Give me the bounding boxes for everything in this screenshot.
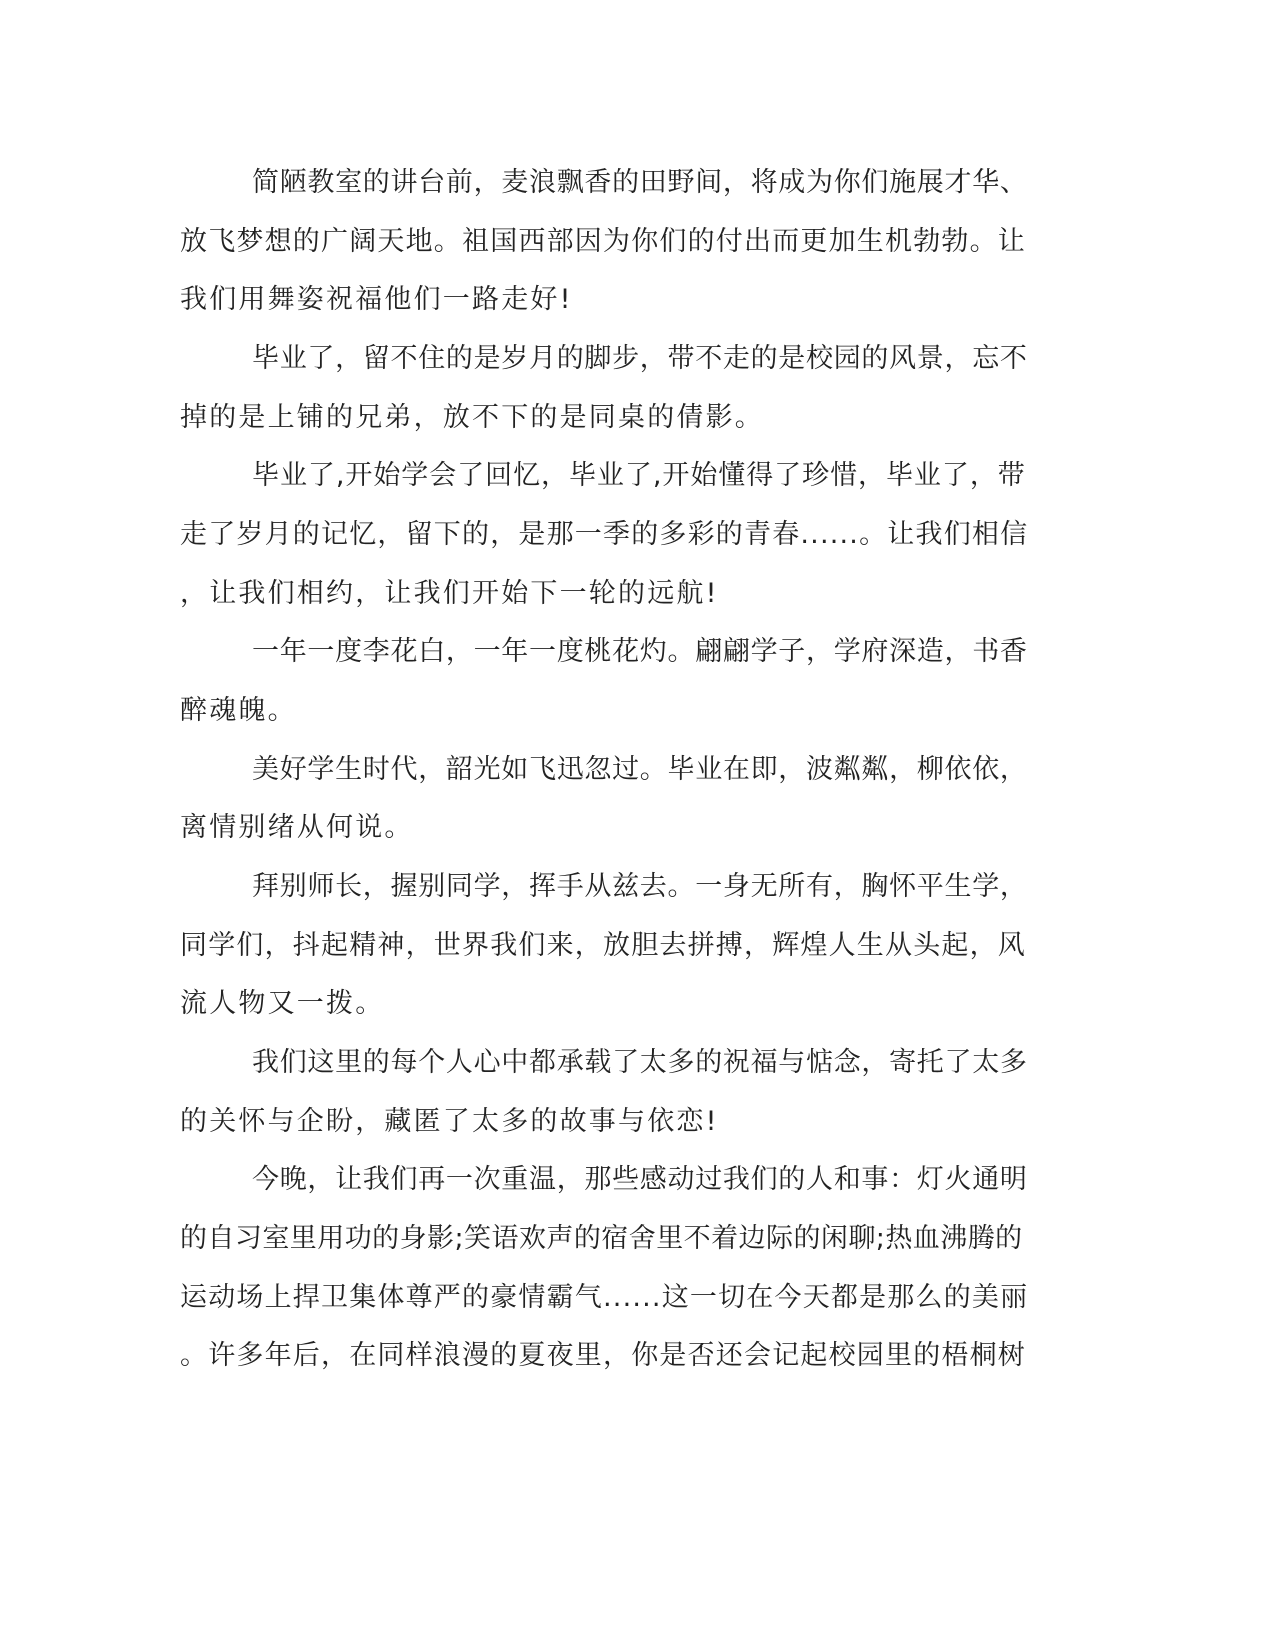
text-line: 我们用舞姿祝福他们一路走好!	[180, 284, 573, 315]
text-line: 醉魂魄。	[180, 695, 297, 726]
text-line: 拜别师长，握别同学，挥手从兹去。一身无所有，胸怀平生学，	[252, 871, 1028, 902]
text-line: 我们这里的每个人心中都承载了太多的祝福与惦念，寄托了太多	[252, 1047, 1028, 1078]
text-line: 放飞梦想的广阔天地。祖国西部因为你们的付出而更加生机勃勃。让	[180, 226, 1026, 257]
text-line: 的自习室里用功的身影;笑语欢声的宿舍里不着边际的闲聊;热血沸腾的	[180, 1223, 1023, 1254]
text-line: 毕业了,开始学会了回忆，毕业了,开始懂得了珍惜，毕业了，带	[252, 460, 1026, 491]
text-line: 一年一度李花白，一年一度桃花灼。翩翩学子，学府深造，书香	[252, 636, 1028, 667]
text-line: 离情别绪从何说。	[180, 812, 414, 843]
text-line: 毕业了，留不住的是岁月的脚步，带不走的是校园的风景，忘不	[252, 343, 1028, 374]
text-line: 走了岁月的记忆，留下的，是那一季的多彩的青春......。让我们相信	[180, 519, 1029, 550]
text-line: 运动场上捍卫集体尊严的豪情霸气......这一切在今天都是那么的美丽	[180, 1282, 1029, 1313]
text-line: 简陋教室的讲台前，麦浪飘香的田野间，将成为你们施展才华、	[252, 167, 1028, 198]
text-line: 掉的是上铺的兄弟，放不下的是同桌的倩影。	[180, 402, 764, 433]
text-line: 。许多年后，在同样浪漫的夏夜里，你是否还会记起校园里的梧桐树	[180, 1340, 1026, 1371]
text-line: 的关怀与企盼，藏匿了太多的故事与依恋!	[180, 1106, 719, 1137]
text-line: 今晚，让我们再一次重温，那些感动过我们的人和事：灯火通明	[252, 1164, 1028, 1195]
text-line: 美好学生时代，韶光如飞迅忽过。毕业在即，波粼粼，柳依依，	[252, 754, 1028, 785]
text-line: 流人物又一拨。	[180, 988, 385, 1019]
text-line: 同学们，抖起精神，世界我们来，放胆去拼搏，辉煌人生从头起，风	[180, 930, 1026, 961]
text-line: ，让我们相约，让我们开始下一轮的远航!	[180, 578, 719, 609]
